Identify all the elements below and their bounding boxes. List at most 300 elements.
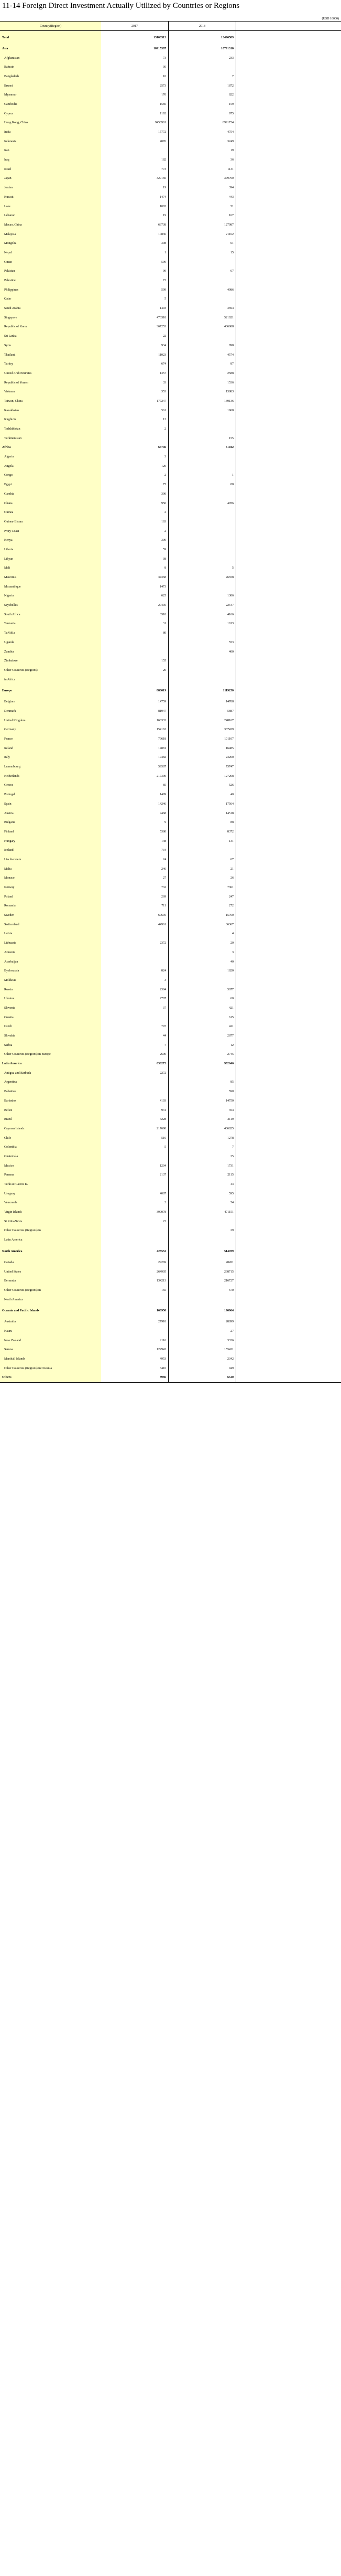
value-2018-cell: 14518 bbox=[169, 809, 236, 818]
blank-cell bbox=[236, 573, 341, 582]
blank-cell bbox=[236, 415, 341, 425]
country-cell: Japan bbox=[0, 174, 101, 184]
value-2017-cell: 154163 bbox=[101, 725, 169, 735]
blank-cell bbox=[236, 1078, 341, 1087]
blank-cell bbox=[236, 938, 341, 948]
blank-cell bbox=[236, 554, 341, 564]
value-2018-cell: 28451 bbox=[169, 1258, 236, 1267]
country-cell: Pakistan bbox=[0, 267, 101, 276]
blank-cell bbox=[236, 1336, 341, 1345]
table-row bbox=[0, 276, 341, 285]
value-2018-cell bbox=[169, 415, 236, 425]
value-2018-cell: 1536 bbox=[169, 378, 236, 388]
country-cell: Gambia bbox=[0, 489, 101, 499]
blank-cell bbox=[236, 452, 341, 462]
value-2017-cell: 14246 bbox=[101, 799, 169, 809]
value-2018-cell: 14788 bbox=[169, 697, 236, 707]
value-2018-cell: 3249 bbox=[169, 137, 236, 146]
blank-cell bbox=[236, 193, 341, 202]
value-2018-cell bbox=[169, 489, 236, 499]
country-cell: Portugal bbox=[0, 790, 101, 799]
table-row bbox=[0, 1134, 341, 1143]
value-2017-cell: 10 bbox=[101, 72, 169, 81]
table-row bbox=[0, 799, 341, 809]
value-2017-cell: 399078 bbox=[101, 1207, 169, 1217]
value-2018-cell bbox=[169, 536, 236, 545]
country-cell: India bbox=[0, 127, 101, 137]
value-2017-cell: 37 bbox=[101, 1003, 169, 1013]
value-2017-cell bbox=[101, 638, 169, 647]
blank-cell bbox=[236, 174, 341, 184]
blank-cell bbox=[236, 666, 341, 675]
value-2017-cell: 165 bbox=[101, 1286, 169, 1295]
value-2017-cell: 2 bbox=[101, 471, 169, 480]
blank-cell bbox=[236, 220, 341, 230]
value-2018-cell: 10791310 bbox=[169, 44, 236, 54]
table-row bbox=[0, 480, 341, 489]
country-cell: Uruguay bbox=[0, 1189, 101, 1199]
value-2018-cell bbox=[169, 1217, 236, 1226]
country-cell: Liechtenstein bbox=[0, 855, 101, 864]
value-2018-cell: 8372 bbox=[169, 827, 236, 837]
value-2017-cell: 1473 bbox=[101, 582, 169, 592]
blank-cell bbox=[236, 994, 341, 1003]
table-row bbox=[0, 938, 341, 948]
country-cell: Finland bbox=[0, 827, 101, 837]
table-row bbox=[0, 554, 341, 564]
country-cell: Turks & Caicos Is. bbox=[0, 1180, 101, 1189]
blank-cell bbox=[236, 697, 341, 707]
blank-cell bbox=[236, 359, 341, 369]
country-cell: Afghanistan bbox=[0, 54, 101, 63]
value-2017-cell: 309 bbox=[101, 536, 169, 545]
table-row bbox=[0, 1276, 341, 1286]
country-cell: Belgium bbox=[0, 697, 101, 707]
table-row bbox=[0, 1115, 341, 1124]
blank-cell bbox=[236, 1031, 341, 1041]
value-2018-cell: 23260 bbox=[169, 753, 236, 763]
country-cell: Italy bbox=[0, 753, 101, 763]
country-cell: Panama bbox=[0, 1171, 101, 1180]
table-row bbox=[0, 1258, 341, 1267]
blank-cell bbox=[236, 1142, 341, 1152]
table-row bbox=[0, 827, 341, 837]
value-2017-cell bbox=[101, 1180, 169, 1189]
value-2018-cell: 1872 bbox=[169, 81, 236, 91]
value-2017-cell: 122943 bbox=[101, 1345, 169, 1355]
blank-cell bbox=[236, 1134, 341, 1143]
blank-cell bbox=[236, 31, 341, 44]
table-row bbox=[0, 864, 341, 874]
country-cell: Zimbabwe bbox=[0, 656, 101, 666]
value-2018-cell: 268715 bbox=[169, 1267, 236, 1277]
table-row bbox=[0, 716, 341, 725]
country-cell: Oman bbox=[0, 258, 101, 267]
value-2018-cell: 36 bbox=[169, 155, 236, 165]
value-2018-cell bbox=[169, 582, 236, 592]
country-cell: North America bbox=[0, 1295, 101, 1305]
blank-cell bbox=[236, 855, 341, 864]
value-2017-cell: 13103513 bbox=[101, 31, 169, 44]
country-cell: Kuwait bbox=[0, 193, 101, 202]
blank-cell bbox=[236, 527, 341, 536]
country-cell: Nepal bbox=[0, 248, 101, 258]
value-2018-cell: 406825 bbox=[169, 1124, 236, 1134]
value-2018-cell: 615 bbox=[169, 1013, 236, 1022]
value-2017-cell: 2272 bbox=[101, 1068, 169, 1078]
blank-cell bbox=[236, 985, 341, 995]
table-row bbox=[0, 1087, 341, 1096]
table-row bbox=[0, 809, 341, 818]
value-2017-cell: 24 bbox=[101, 855, 169, 864]
country-cell: Netherlands bbox=[0, 772, 101, 781]
country-cell: Saudi Arabia bbox=[0, 304, 101, 313]
value-2017-cell bbox=[101, 146, 169, 156]
country-cell: Venezuela bbox=[0, 1199, 101, 1208]
table-row bbox=[0, 545, 341, 554]
blank-cell bbox=[236, 799, 341, 809]
country-cell: Slovakia bbox=[0, 1031, 101, 1041]
value-2017-cell: 636272 bbox=[101, 1059, 169, 1068]
table-row bbox=[0, 62, 341, 72]
value-2018-cell bbox=[169, 846, 236, 855]
value-2018-cell bbox=[169, 554, 236, 564]
value-2018-cell: 394 bbox=[169, 183, 236, 193]
table-row bbox=[0, 350, 341, 360]
country-cell: United Kingdom bbox=[0, 716, 101, 725]
blank-cell bbox=[236, 1171, 341, 1180]
country-cell: Bermuda bbox=[0, 1276, 101, 1286]
value-2018-cell: 553 bbox=[169, 638, 236, 647]
value-2017-cell: 1493 bbox=[101, 304, 169, 313]
blank-cell bbox=[236, 818, 341, 827]
blank-cell bbox=[236, 920, 341, 929]
table-row bbox=[0, 323, 341, 332]
country-cell: Other Countries (Regions) in bbox=[0, 1226, 101, 1236]
value-2018-cell: 902646 bbox=[169, 1059, 236, 1068]
country-cell: Chile bbox=[0, 1134, 101, 1143]
blank-cell bbox=[236, 734, 341, 744]
table-row bbox=[0, 248, 341, 258]
table-row bbox=[0, 892, 341, 902]
country-cell: Nigeria bbox=[0, 592, 101, 601]
table-row bbox=[0, 966, 341, 976]
country-cell: Samoa bbox=[0, 1345, 101, 1355]
country-cell: Turkmenistan bbox=[0, 434, 101, 443]
table-row bbox=[0, 1189, 341, 1199]
country-cell: Ireland bbox=[0, 744, 101, 753]
table-row bbox=[0, 1317, 341, 1327]
value-2018-cell: 4574 bbox=[169, 350, 236, 360]
value-2018-cell bbox=[169, 62, 236, 72]
value-2017-cell: 19 bbox=[101, 183, 169, 193]
blank-cell bbox=[236, 902, 341, 911]
table-row bbox=[0, 582, 341, 592]
value-2017-cell: 1585 bbox=[101, 100, 169, 109]
value-2018-cell: 14750 bbox=[169, 1096, 236, 1106]
country-cell: Zambia bbox=[0, 647, 101, 657]
value-2017-cell: 2137 bbox=[101, 1171, 169, 1180]
blank-cell bbox=[236, 1276, 341, 1286]
table-row bbox=[0, 536, 341, 545]
value-2018-cell bbox=[169, 1235, 236, 1245]
value-2018-cell: 60 bbox=[169, 994, 236, 1003]
blank-cell bbox=[236, 772, 341, 781]
value-2018-cell: 949 bbox=[169, 1364, 236, 1373]
country-cell: Liberia bbox=[0, 545, 101, 554]
value-2017-cell: 38 bbox=[101, 554, 169, 564]
value-2017-cell: 1 bbox=[101, 248, 169, 258]
value-2018-cell: 29 bbox=[169, 1226, 236, 1236]
table-row bbox=[0, 883, 341, 892]
table-row bbox=[0, 1235, 341, 1245]
value-2017-cell: 160333 bbox=[101, 716, 169, 725]
table-row bbox=[0, 239, 341, 248]
value-2017-cell: 4953 bbox=[101, 1354, 169, 1364]
value-2017-cell: 7 bbox=[101, 1041, 169, 1050]
table-row bbox=[0, 489, 341, 499]
value-2017-cell: 75 bbox=[101, 480, 169, 489]
table-row bbox=[0, 165, 341, 174]
blank-cell bbox=[236, 966, 341, 976]
table-row bbox=[0, 1059, 341, 1068]
blank-cell bbox=[236, 239, 341, 248]
unit-label: (USD 10000) bbox=[322, 17, 339, 20]
header-2017: 2017 bbox=[101, 22, 169, 30]
country-cell: Virgin Islands bbox=[0, 1207, 101, 1217]
value-2018-cell: 4754 bbox=[169, 127, 236, 137]
country-cell: Bangladesh bbox=[0, 72, 101, 81]
value-2017-cell: 65746 bbox=[101, 443, 169, 453]
country-cell: Cyprus bbox=[0, 109, 101, 119]
value-2017-cell: 2384 bbox=[101, 985, 169, 995]
value-2017-cell bbox=[101, 929, 169, 939]
table-row bbox=[0, 772, 341, 781]
value-2018-cell: 898 bbox=[169, 341, 236, 350]
table-row bbox=[0, 790, 341, 799]
value-2017-cell: 773 bbox=[101, 165, 169, 174]
table-row bbox=[0, 267, 341, 276]
value-2017-cell: 561 bbox=[101, 406, 169, 415]
country-cell: Republic of Yemen bbox=[0, 378, 101, 388]
table-row bbox=[0, 1013, 341, 1022]
blank-cell bbox=[236, 137, 341, 146]
value-2017-cell: 2573 bbox=[101, 81, 169, 91]
value-2017-cell bbox=[101, 1327, 169, 1336]
value-2018-cell bbox=[169, 462, 236, 471]
country-cell: Angola bbox=[0, 462, 101, 471]
table-row bbox=[0, 902, 341, 911]
country-cell: Barbados bbox=[0, 1096, 101, 1106]
value-2018-cell: 247 bbox=[169, 892, 236, 902]
value-2017-cell: 476318 bbox=[101, 313, 169, 323]
value-2017-cell: 2 bbox=[101, 1199, 169, 1208]
value-2018-cell: 26 bbox=[169, 874, 236, 883]
value-2017-cell bbox=[101, 647, 169, 657]
value-2017-cell: 10915387 bbox=[101, 44, 169, 54]
country-cell: Tadzhikistan bbox=[0, 424, 101, 434]
country-cell: Marshall Islands bbox=[0, 1354, 101, 1364]
blank-cell bbox=[236, 258, 341, 267]
value-2017-cell: 120 bbox=[101, 462, 169, 471]
country-cell: Kirghizia bbox=[0, 415, 101, 425]
country-cell: Moldavia bbox=[0, 976, 101, 985]
value-2018-cell: 43 bbox=[169, 1180, 236, 1189]
value-2018-cell: 127987 bbox=[169, 220, 236, 230]
country-cell: Armenia bbox=[0, 948, 101, 957]
blank-cell bbox=[236, 1199, 341, 1208]
value-2018-cell: 88 bbox=[169, 818, 236, 827]
table-row bbox=[0, 1031, 341, 1041]
blank-cell bbox=[236, 378, 341, 388]
value-2017-cell: 4103 bbox=[101, 1096, 169, 1106]
value-2017-cell: 8986 bbox=[101, 1373, 169, 1383]
value-2018-cell bbox=[169, 1068, 236, 1078]
value-2017-cell: 711 bbox=[101, 902, 169, 911]
country-cell: Czech bbox=[0, 1022, 101, 1032]
value-2017-cell: 27918 bbox=[101, 1317, 169, 1327]
country-cell: Greece bbox=[0, 781, 101, 790]
value-2018-cell: 4 bbox=[169, 929, 236, 939]
country-cell: Spain bbox=[0, 799, 101, 809]
blank-cell bbox=[236, 976, 341, 985]
value-2017-cell: 22 bbox=[101, 332, 169, 341]
value-2017-cell: 12 bbox=[101, 415, 169, 425]
value-2017-cell: 390 bbox=[101, 489, 169, 499]
table-row bbox=[0, 462, 341, 471]
country-cell: Asia bbox=[0, 44, 101, 54]
value-2017-cell: 73 bbox=[101, 276, 169, 285]
fdi-table bbox=[0, 21, 341, 1383]
country-cell: Europe bbox=[0, 684, 101, 697]
country-cell: Serbia bbox=[0, 1041, 101, 1050]
value-2017-cell: 1082 bbox=[101, 202, 169, 211]
country-cell: Other Countries (Regions) in Europe bbox=[0, 1050, 101, 1060]
value-2018-cell: 400 bbox=[169, 647, 236, 657]
blank-cell bbox=[236, 837, 341, 846]
table-row bbox=[0, 1124, 341, 1134]
value-2017-cell bbox=[101, 1013, 169, 1022]
table-row bbox=[0, 304, 341, 313]
country-cell: Australia bbox=[0, 1317, 101, 1327]
value-2018-cell: 822 bbox=[169, 90, 236, 100]
blank-cell bbox=[236, 948, 341, 957]
value-2017-cell: 85 bbox=[101, 781, 169, 790]
value-2017-cell: 934 bbox=[101, 341, 169, 350]
value-2018-cell: 87 bbox=[169, 359, 236, 369]
blank-cell bbox=[236, 369, 341, 378]
table-row bbox=[0, 929, 341, 939]
value-2018-cell: 4166 bbox=[169, 610, 236, 619]
value-2017-cell: 2116 bbox=[101, 1336, 169, 1345]
country-cell: Lithuania bbox=[0, 938, 101, 948]
country-cell: Seychelles bbox=[0, 601, 101, 610]
blank-cell bbox=[236, 638, 341, 647]
table-row bbox=[0, 675, 341, 685]
country-cell: Nauru bbox=[0, 1327, 101, 1336]
table-row bbox=[0, 1096, 341, 1106]
country-cell: St.Kitts-Nevis bbox=[0, 1217, 101, 1226]
table-row bbox=[0, 818, 341, 827]
value-2017-cell: 15772 bbox=[101, 127, 169, 137]
table-row bbox=[0, 295, 341, 304]
value-2017-cell: 3 bbox=[101, 976, 169, 985]
value-2018-cell: 2877 bbox=[169, 1031, 236, 1041]
table-row bbox=[0, 744, 341, 753]
table-row bbox=[0, 31, 341, 44]
country-cell: Israel bbox=[0, 165, 101, 174]
value-2018-cell: 4786 bbox=[169, 499, 236, 508]
blank-cell bbox=[236, 332, 341, 341]
value-2017-cell: 19482 bbox=[101, 753, 169, 763]
table-row bbox=[0, 1161, 341, 1171]
table-row bbox=[0, 1078, 341, 1087]
table-row bbox=[0, 54, 341, 63]
value-2017-cell: 516 bbox=[101, 1134, 169, 1143]
country-cell: Antigua and Barbuda bbox=[0, 1068, 101, 1078]
value-2017-cell: 10836 bbox=[101, 230, 169, 239]
value-2017-cell: 134213 bbox=[101, 1276, 169, 1286]
value-2018-cell bbox=[169, 666, 236, 675]
table-row bbox=[0, 994, 341, 1003]
table-row bbox=[0, 656, 341, 666]
table-row bbox=[0, 647, 341, 657]
value-2017-cell: 797 bbox=[101, 1022, 169, 1032]
country-cell: Taiwan, China bbox=[0, 397, 101, 406]
blank-cell bbox=[236, 1022, 341, 1032]
table-row bbox=[0, 1180, 341, 1189]
value-2018-cell: 1968 bbox=[169, 406, 236, 415]
table-row bbox=[0, 1245, 341, 1258]
value-2017-cell: 2 bbox=[101, 424, 169, 434]
value-2017-cell: 732 bbox=[101, 883, 169, 892]
country-cell: Guinea-Bissau bbox=[0, 517, 101, 527]
value-2017-cell: 22 bbox=[101, 1217, 169, 1226]
country-cell: Iran bbox=[0, 146, 101, 156]
blank-cell bbox=[236, 619, 341, 629]
table-row bbox=[0, 258, 341, 267]
value-2017-cell: 148 bbox=[101, 837, 169, 846]
value-2017-cell bbox=[101, 1152, 169, 1161]
country-cell: Myanmar bbox=[0, 90, 101, 100]
value-2017-cell: 269 bbox=[101, 892, 169, 902]
blank-cell bbox=[236, 536, 341, 545]
value-2018-cell: 379790 bbox=[169, 174, 236, 184]
value-2017-cell: 8 bbox=[101, 564, 169, 573]
country-cell: Brazil bbox=[0, 1115, 101, 1124]
country-cell: Canada bbox=[0, 1258, 101, 1267]
value-2017-cell: 2707 bbox=[101, 994, 169, 1003]
country-cell: Indonesia bbox=[0, 137, 101, 146]
table-row bbox=[0, 387, 341, 397]
value-2018-cell: 21162 bbox=[169, 230, 236, 239]
value-2018-cell: 443 bbox=[169, 193, 236, 202]
table-row bbox=[0, 434, 341, 443]
value-2018-cell: 1131 bbox=[169, 165, 236, 174]
value-2018-cell: 5 bbox=[169, 564, 236, 573]
value-2017-cell: 246 bbox=[101, 864, 169, 874]
value-2018-cell: 54 bbox=[169, 1199, 236, 1208]
country-cell: Others bbox=[0, 1373, 101, 1383]
blank-cell bbox=[236, 1189, 341, 1199]
value-2017-cell: 80 bbox=[101, 628, 169, 638]
blank-cell bbox=[236, 684, 341, 697]
value-2018-cell: 101107 bbox=[169, 734, 236, 744]
table-row bbox=[0, 1226, 341, 1236]
value-2017-cell: 182 bbox=[101, 155, 169, 165]
blank-cell bbox=[236, 1152, 341, 1161]
blank-cell bbox=[236, 874, 341, 883]
